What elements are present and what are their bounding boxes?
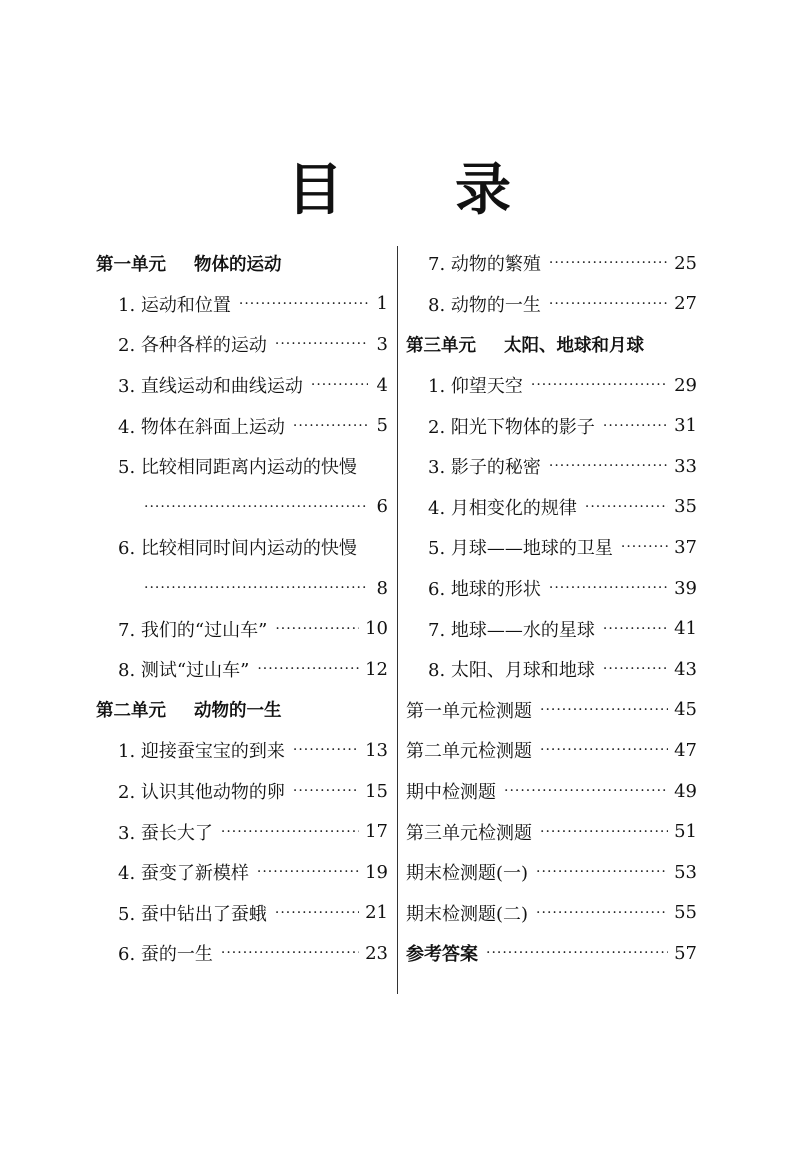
toc-entry-label: 5. 蚕中钻出了蚕蛾	[118, 903, 267, 925]
toc-entry-label: 第二单元检测题	[406, 741, 532, 763]
toc-entry-page: 13	[365, 739, 388, 761]
toc-entry[interactable]	[406, 568, 697, 609]
toc-entry-page: 57	[674, 942, 697, 964]
toc-entry-page: 8	[376, 577, 388, 599]
leader-dots	[536, 904, 668, 922]
toc-entry-label: 3. 直线运动和曲线运动	[118, 376, 303, 398]
toc-entry-label: 2. 各种各样的运动	[118, 335, 267, 357]
leader-dots	[275, 335, 368, 353]
toc-entry-continuation[interactable]	[96, 487, 388, 528]
leader-dots	[621, 538, 668, 556]
toc-entry[interactable]	[406, 284, 697, 325]
toc-entry-page: 17	[365, 821, 388, 843]
toc-entry-label: 5. 月球——地球的卫星	[428, 538, 613, 560]
toc-entry[interactable]	[406, 649, 697, 690]
toc-entry[interactable]	[406, 405, 697, 446]
column-divider	[397, 246, 398, 994]
leader-dots	[293, 417, 368, 435]
toc-entry-label: 3. 影子的秘密	[428, 457, 541, 479]
unit-number: 第三单元	[406, 335, 476, 356]
toc-entry-label: 8. 太阳、月球和地球	[428, 660, 595, 682]
toc-entry-page: 31	[674, 415, 697, 437]
leader-dots	[221, 823, 359, 841]
leader-dots	[293, 741, 359, 759]
toc-entry[interactable]	[96, 324, 388, 365]
unit-title: 动物的一生	[194, 701, 282, 722]
toc-entry-label: 期末检测题(二)	[406, 903, 529, 925]
toc-entry[interactable]	[96, 730, 388, 771]
toc-entry[interactable]	[406, 243, 697, 284]
toc-entry[interactable]	[96, 852, 388, 893]
toc-entry-page: 27	[674, 293, 697, 315]
leader-dots	[540, 741, 668, 759]
leader-dots	[257, 660, 359, 678]
toc-entry-continuation[interactable]	[96, 568, 388, 609]
leader-dots	[311, 376, 368, 394]
toc-entry[interactable]	[96, 284, 388, 325]
toc-entry-label: 期末检测题(一)	[406, 863, 529, 885]
toc-entry-page: 4	[376, 374, 388, 396]
toc-entry-label: 4. 物体在斜面上运动	[118, 416, 285, 438]
toc-entry-label: 5. 比较相同距离内运动的快慢	[118, 457, 357, 479]
toc-right-column	[406, 243, 697, 974]
toc-entry-label: 4. 月相变化的规律	[428, 497, 577, 519]
toc-entry-page: 45	[674, 699, 697, 721]
toc-entry-page: 53	[674, 861, 697, 883]
leader-dots	[275, 620, 359, 638]
leader-dots	[603, 660, 668, 678]
leader-dots	[603, 417, 668, 435]
toc-entry-label: 6. 比较相同时间内运动的快慢	[118, 538, 357, 560]
toc-entry-page: 15	[365, 780, 388, 802]
toc-test-entry[interactable]	[406, 933, 697, 974]
leader-dots	[603, 620, 668, 638]
toc-test-entry[interactable]	[406, 771, 697, 812]
toc-test-entry[interactable]	[406, 690, 697, 731]
toc-entry[interactable]	[96, 608, 388, 649]
unit-number: 第二单元	[96, 701, 166, 722]
unit-title: 物体的运动	[194, 254, 282, 275]
title-char-right: 录	[455, 158, 513, 223]
toc-entry-page: 1	[376, 293, 388, 315]
leader-dots	[144, 579, 368, 597]
toc-entry-page: 41	[674, 618, 697, 640]
toc-entry-label: 1. 仰望天空	[428, 376, 523, 398]
leader-dots	[585, 498, 668, 516]
leader-dots	[549, 254, 668, 272]
toc-entry-label: 期中检测题	[406, 782, 496, 804]
leader-dots	[221, 944, 359, 962]
title-char-left: 目	[287, 158, 345, 223]
toc-entry[interactable]	[96, 446, 388, 487]
toc-entry-label: 7. 动物的繁殖	[428, 254, 541, 276]
toc-entry-label: 第一单元检测题	[406, 700, 532, 722]
leader-dots	[293, 782, 359, 800]
toc-entry-page: 21	[365, 902, 388, 924]
toc-entry[interactable]	[406, 527, 697, 568]
toc-entry-page: 47	[674, 739, 697, 761]
toc-entry-label: 1. 迎接蚕宝宝的到来	[118, 741, 285, 763]
leader-dots	[275, 904, 359, 922]
leader-dots	[536, 863, 668, 881]
toc-entry-label: 2. 阳光下物体的影子	[428, 416, 595, 438]
toc-entry[interactable]	[96, 365, 388, 406]
toc-entry-page: 37	[674, 536, 697, 558]
toc-entry-page: 25	[674, 252, 697, 274]
toc-entry-page: 3	[376, 333, 388, 355]
leader-dots	[239, 295, 368, 313]
page-title	[0, 146, 800, 226]
toc-entry-page: 39	[674, 577, 697, 599]
toc-entry-label: 7. 我们的“过山车”	[118, 619, 268, 641]
toc-entry-label: 6. 蚕的一生	[118, 944, 213, 966]
toc-entry-page: 55	[674, 902, 697, 924]
toc-entry[interactable]	[96, 649, 388, 690]
toc-left-column	[96, 243, 388, 974]
toc-entry[interactable]	[96, 893, 388, 934]
toc-entry-page: 51	[674, 821, 697, 843]
toc-unit-heading[interactable]	[96, 690, 388, 731]
leader-dots	[549, 579, 668, 597]
toc-entry-page: 43	[674, 658, 697, 680]
toc-entry[interactable]	[96, 771, 388, 812]
toc-entry-page: 35	[674, 496, 697, 518]
toc-entry[interactable]	[96, 405, 388, 446]
toc-test-entry[interactable]	[406, 852, 697, 893]
toc-entry[interactable]	[406, 487, 697, 528]
toc-entry[interactable]	[406, 608, 697, 649]
toc-unit-heading[interactable]	[406, 324, 697, 365]
toc-entry-label: 4. 蚕变了新模样	[118, 863, 249, 885]
leader-dots	[540, 701, 668, 719]
toc-entry-label: 3. 蚕长大了	[118, 822, 213, 844]
toc-entry-label: 第三单元检测题	[406, 822, 532, 844]
toc-entry-page: 29	[674, 374, 697, 396]
unit-title: 太阳、地球和月球	[504, 335, 644, 356]
toc-entry-page: 10	[365, 618, 388, 640]
leader-dots	[144, 498, 368, 516]
toc-entry[interactable]	[406, 446, 697, 487]
toc-entry-page: 23	[365, 942, 388, 964]
toc-entry-label: 8. 动物的一生	[428, 294, 541, 316]
leader-dots	[531, 376, 668, 394]
unit-number: 第一单元	[96, 254, 166, 275]
toc-entry[interactable]	[96, 527, 388, 568]
toc-unit-heading[interactable]	[96, 243, 388, 284]
toc-entry-page: 5	[376, 415, 388, 437]
leader-dots	[549, 295, 668, 313]
toc-entry[interactable]	[96, 811, 388, 852]
toc-entry-page: 19	[365, 861, 388, 883]
toc-test-entry[interactable]	[406, 893, 697, 934]
toc-entry-page: 49	[674, 780, 697, 802]
toc-entry-label: 8. 测试“过山车”	[118, 660, 250, 682]
toc-entry-page: 12	[365, 658, 388, 680]
leader-dots	[486, 944, 668, 962]
toc-entry-page: 6	[376, 496, 388, 518]
toc-entry-page: 33	[674, 455, 697, 477]
leader-dots	[257, 863, 359, 881]
leader-dots	[540, 823, 668, 841]
leader-dots	[504, 782, 668, 800]
toc-entry-label: 参考答案	[406, 944, 478, 966]
toc-entry-label: 2. 认识其他动物的卵	[118, 782, 285, 804]
toc-entry-label: 1. 运动和位置	[118, 294, 231, 316]
toc-entry[interactable]	[406, 365, 697, 406]
leader-dots	[549, 457, 668, 475]
toc-entry-label: 6. 地球的形状	[428, 579, 541, 601]
toc-entry-label: 7. 地球——水的星球	[428, 619, 595, 641]
toc-test-entry[interactable]	[406, 811, 697, 852]
toc-test-entry[interactable]	[406, 730, 697, 771]
toc-entry[interactable]	[96, 933, 388, 974]
